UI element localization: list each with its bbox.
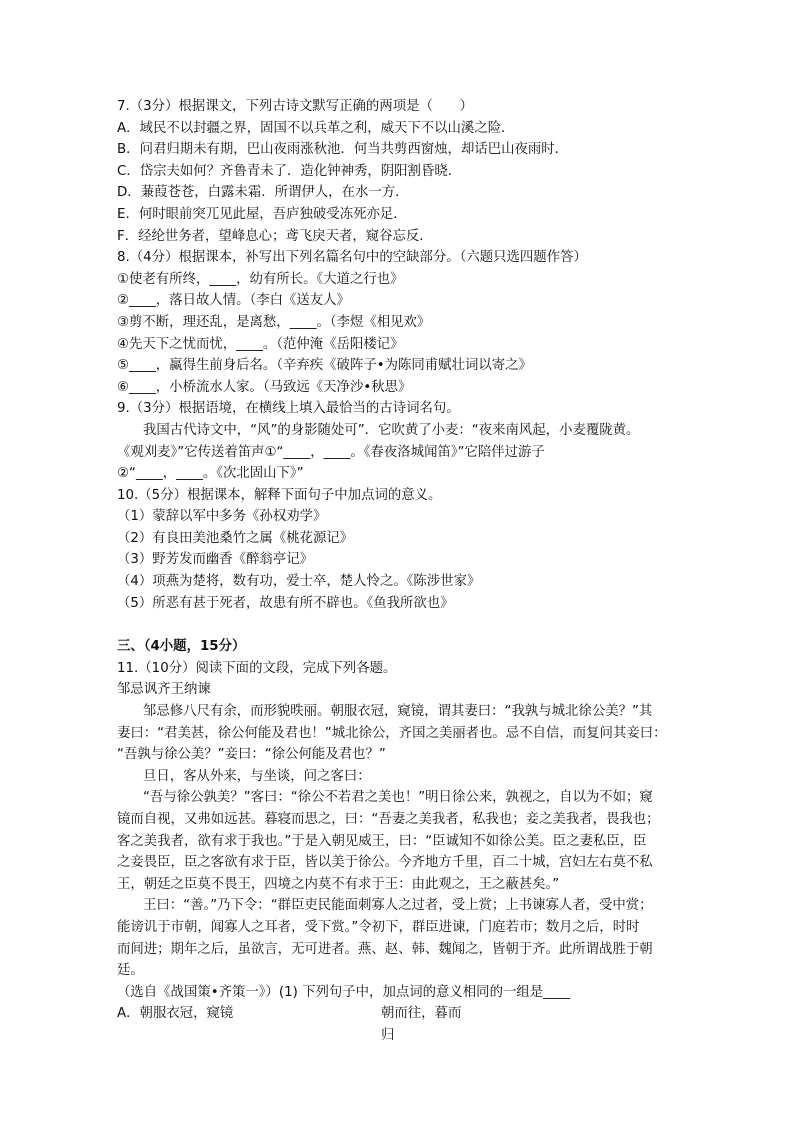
q7-stem: 7.（3分）根据课文，下列古诗文默写正确的两项是（ ） [117, 99, 474, 114]
q10-item-5: （5）所恶有甚于死者，故患有所不辟也。《鱼我所欲也》 [117, 595, 454, 611]
q9-line-3: ②“____，____。《次北固山下》” [117, 466, 304, 482]
q8-item-3: ③剪不断，理还乱，是离愁，____。（李煜《相见欢》 [117, 314, 431, 330]
q11-option-a-right: 朝而往，暮而 [381, 1006, 462, 1022]
q11-option-a-left: A．朝服衣冠，窥镜 [117, 1006, 234, 1022]
section-heading: 三、（4小题，15分） [117, 639, 246, 655]
q11-sub1-stem: （选自《战国策•齐策一》）(1) 下列句子中，加点词的意义相同的一组是____ [117, 984, 570, 1000]
q9-line-1: 我国古代诗文中，“风”的身影随处可”．它吹黄了小麦：“夜来南风起，小麦覆陇黄。 [143, 422, 640, 438]
q7-option-b: B．问君归期未有期，巴山夜雨涨秋池．何当共剪西窗烛，却话巴山夜雨时． [117, 142, 569, 158]
passage-line: 王曰：“善。”乃下令：“群臣吏民能面刺寡人之过者，受上赏；上书谏寡人者，受中赏； [143, 898, 653, 914]
passage-body [117, 701, 677, 982]
q10-item-1: （1）蒙辞以军中多务《孙权劝学》 [117, 509, 327, 525]
q10-item-2: （2）有良田美池桑竹之属《桃花源记》 [117, 530, 354, 546]
q7-option-a: A．域民不以封疆之界，固国不以兵革之利，威天下不以山溪之险． [117, 120, 515, 136]
passage-line: “吾孰与徐公美？”妾曰：“徐公何能及君也？” [117, 747, 386, 763]
q8-item-4: ④先天下之忧而忧，____。（范仲淹《岳阳楼记》 [117, 336, 404, 352]
q11-stem: 11.（10分）阅读下面的文段，完成下列各题。 [117, 660, 397, 676]
passage-line: 客之美我者，欲有求于我也。”于是入朝见威王，曰：“臣诚知不如徐公美。臣之妻私臣，臣 [117, 833, 647, 849]
passage-line: 而间进；期年之后，虽欲言，无可进者。燕、赵、韩、魏闻之，皆朝于齐。此所谓战胜于朝 [117, 941, 653, 957]
exam-page [117, 96, 677, 1043]
passage-line: 妻曰：“君美甚，徐公何能及君也！”城北徐公，齐国之美丽者也。忌不自信，而复问其妾曰： [117, 725, 667, 741]
passage-title: 邹忌讽齐王纳谏 [117, 682, 211, 698]
q11-option-a-right-wrap: 归 [381, 1027, 395, 1043]
q7-option-d: D．蒹葭苍苍，白露未霜．所谓伊人，在水一方． [117, 185, 409, 201]
q8-item-2: ②____，落日故人情。（李白《送友人》 [117, 293, 350, 309]
q8-item-5: ⑤____，赢得生前身后名。（辛弃疾《破阵子•为陈同甫赋壮词以寄之》 [117, 358, 532, 374]
q10-stem: 10.（5分）根据课本，解释下面句子中加点词的意义。 [117, 487, 442, 503]
passage-line: 邹忌修八尺有余，而形貌昳丽。朝服衣冠，窥镜，谓其妻曰：“我孰与城北徐公美？”其 [143, 704, 653, 720]
q9-stem: 9.（3分）根据语境，在横线上填入最恰当的古诗词名句。 [117, 401, 460, 417]
passage-line: 旦日，客从外来，与坐谈，问之客曰： [143, 768, 371, 784]
q8-item-1: ①使老有所终，____，幼有所长。《大道之行也》 [117, 271, 404, 287]
passage-line: 镜而自视，又弗如远甚。暮寝而思之，曰：“吾妻之美我者，私我也；妾之美我者，畏我也； [117, 812, 660, 827]
q10-item-4: （4）项燕为楚将，数有功，爱士卒，楚人怜之。《陈涉世家》 [117, 574, 481, 590]
q7-option-f: F．经纶世务者，望峰息心；鸢飞戾天者，窥谷忘反． [117, 228, 433, 244]
passage-line: 之妾畏臣，臣之客欲有求于臣，皆以美于徐公。今齐地方千里，百二十城，宫妇左右莫不私 [117, 855, 653, 871]
q11-option-a [117, 1003, 677, 1043]
q10-item-3: （3）野芳发而幽香《醉翁亭记》 [117, 552, 313, 568]
q9-line-2: 《观刈麦》”它传送着笛声①“____，____。《春夜洛城闻笛》”它陪伴过游子 [117, 444, 545, 460]
q8-stem: 8.（4分）根据课本，补写出下列名篇名句中的空缺部分。（六题只选四题作答） [117, 250, 587, 266]
passage-line: “吾与徐公孰美？”客曰：“徐公不若君之美也！”明日徐公来，孰视之，自以为不如；窥 [143, 790, 653, 806]
q7-option-c: C．岱宗夫如何？齐鲁青未了．造化钟神秀，阴阳割昏晓． [117, 163, 462, 179]
section-gap [117, 614, 677, 636]
q8-item-6: ⑥____，小桥流水人家。（马致远《天净沙•秋思》 [117, 379, 412, 395]
passage-line: 廷。 [117, 963, 144, 979]
passage-line: 王，朝廷之臣莫不畏王，四境之内莫不有求于王：由此观之，王之蔽甚矣。” [117, 876, 560, 892]
passage-line: 能谤讥于市朝，闻寡人之耳者，受下赏。”令初下，群臣进谏，门庭若市；数月之后，时时 [117, 919, 640, 935]
q7-option-e: E．何时眼前突兀见此屋，吾庐独破受冻死亦足． [117, 206, 407, 222]
